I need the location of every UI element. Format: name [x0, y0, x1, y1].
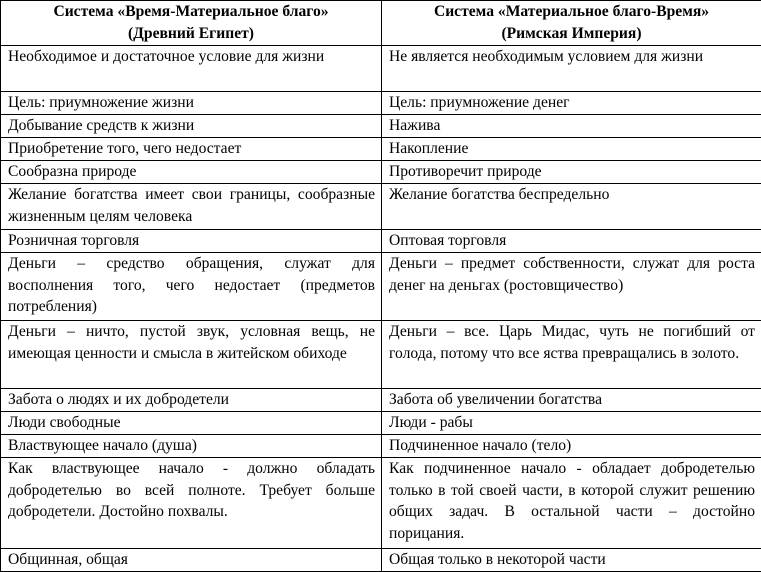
header-rome-title: Система «Материальное благо-Время»: [386, 1, 757, 23]
rome-cell: Цель: приумножение денег: [382, 92, 761, 115]
header-egypt-title: Система «Время-Материальное благо»: [5, 1, 377, 23]
egypt-cell: Деньги – средство обращения, служат для восполнения того, чего недостает (предметов потребления): [1, 253, 382, 321]
egypt-cell: Люди свободные: [1, 412, 382, 435]
rome-cell: Общая только в некоторой части: [382, 549, 761, 572]
table-row: [1, 92, 761, 115]
egypt-cell: Добывание средств к жизни: [1, 115, 382, 138]
table-row: [1, 435, 761, 458]
egypt-cell: Необходимое и достаточное условие для жизни: [1, 46, 382, 92]
rome-cell: Желание богатства беспредельно: [382, 184, 761, 230]
egypt-cell: Общинная, общая: [1, 549, 382, 572]
rome-cell: Накопление: [382, 138, 761, 161]
table-row: [1, 389, 761, 412]
table-row: [1, 549, 761, 572]
rome-cell: Подчиненное начало (тело): [382, 435, 761, 458]
table-row: [1, 46, 761, 92]
rome-cell: Оптовая торговля: [382, 230, 761, 253]
egypt-cell: Приобретение того, чего недостает: [1, 138, 382, 161]
table-row: [1, 115, 761, 138]
header-rome-subtitle: (Римская Империя): [386, 23, 757, 45]
table-row: [1, 253, 761, 321]
rome-cell: Нажива: [382, 115, 761, 138]
table-row: [1, 412, 761, 435]
rome-cell: Противоречит природе: [382, 161, 761, 184]
egypt-cell: Деньги – ничто, пустой звук, условная вещь, не имеющая ценности и смысла в житейском обиходе: [1, 321, 382, 389]
egypt-cell: Цель: приумножение жизни: [1, 92, 382, 115]
rome-cell: Деньги – предмет собственности, служат для роста денег на деньгах (ростовщичество): [382, 253, 761, 321]
table-row: [1, 161, 761, 184]
header-egypt-subtitle: (Древний Египет): [5, 23, 377, 45]
rome-cell: Люди - рабы: [382, 412, 761, 435]
table-row: [1, 458, 761, 549]
rome-cell: Забота об увеличении богатства: [382, 389, 761, 412]
table-row: [1, 321, 761, 389]
table-row: [1, 184, 761, 230]
egypt-cell: Как властвующее начало - должно обладать добродетелью во всей полноте. Требует больше добродетели. Достойно похвалы.: [1, 458, 382, 549]
header-egypt: [1, 1, 382, 46]
header-row: [1, 1, 761, 46]
table-row: [1, 138, 761, 161]
egypt-cell: Забота о людях и их добродетели: [1, 389, 382, 412]
table-row: [1, 230, 761, 253]
header-rome: [382, 1, 761, 46]
egypt-cell: Желание богатства имеет свои границы, сообразные жизненным целям человека: [1, 184, 382, 230]
rome-cell: Не является необходимым условием для жизни: [382, 46, 761, 92]
egypt-cell: Сообразна природе: [1, 161, 382, 184]
rome-cell: Как подчиненное начало - обладает добродетелью только в той своей части, в которой служит решению общих задач. В остальной части – достойно порицания.: [382, 458, 761, 549]
rome-cell: Деньги – все. Царь Мидас, чуть не погибший от голода, потому что все яства превращались в золото.: [382, 321, 761, 389]
egypt-cell: Розничная торговля: [1, 230, 382, 253]
egypt-cell: Властвующее начало (душа): [1, 435, 382, 458]
